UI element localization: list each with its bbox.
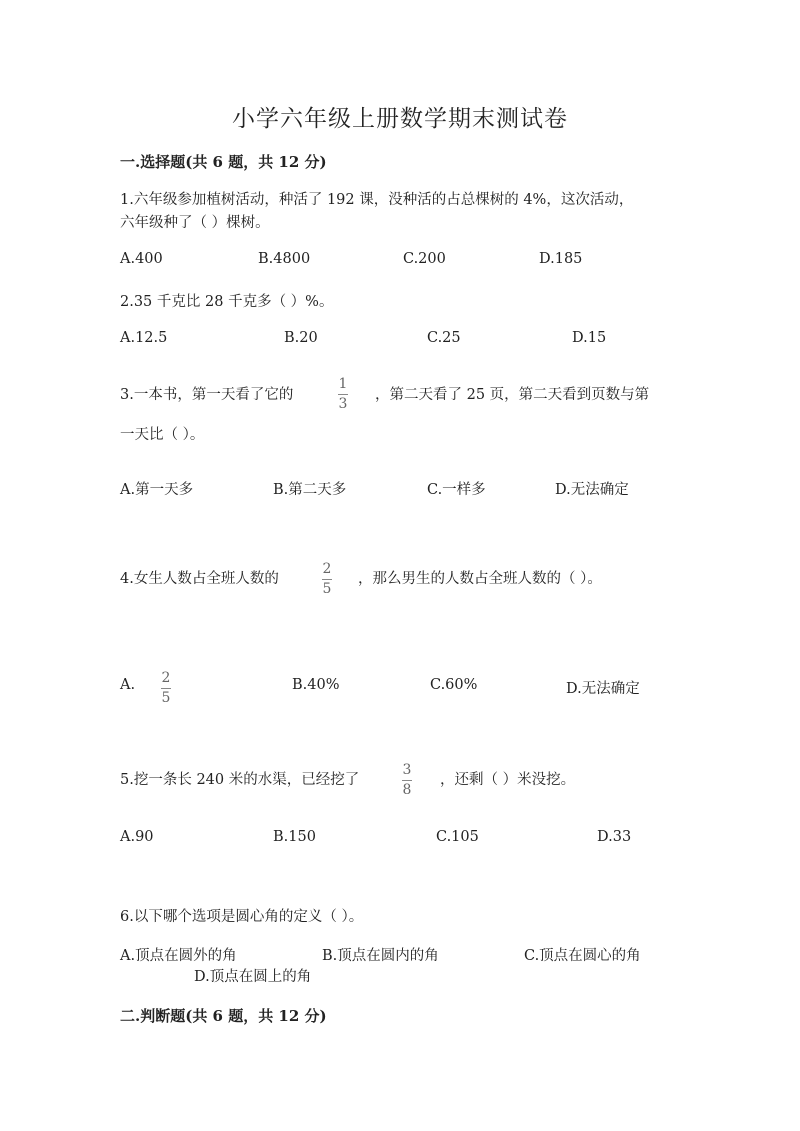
option-b[interactable]: B.第二天多 bbox=[273, 482, 347, 498]
fraction bbox=[322, 562, 332, 596]
question-text: 5.挖一条长 240 米的水渠，已经挖了 bbox=[120, 772, 360, 788]
option-c[interactable]: C.一样多 bbox=[427, 482, 486, 498]
question-text: 2.35 千克比 28 千克多（ ）%。 bbox=[120, 294, 334, 310]
option-a[interactable]: A. bbox=[120, 677, 136, 693]
question-text: 6.以下哪个选项是圆心角的定义（ ）。 bbox=[120, 909, 364, 925]
option-d[interactable]: D.无法确定 bbox=[566, 681, 640, 697]
question-text: ，那么男生的人数占全班人数的（ ）。 bbox=[358, 571, 602, 587]
page-title: 小学六年级上册数学期末测试卷 bbox=[232, 106, 568, 132]
option-a[interactable]: A.顶点在圆外的角 bbox=[120, 948, 237, 964]
option-c[interactable]: C.200 bbox=[403, 251, 446, 267]
option-b[interactable]: B.40% bbox=[292, 677, 340, 693]
option-c[interactable]: C.顶点在圆心的角 bbox=[524, 948, 641, 964]
fraction-numerator: 2 bbox=[322, 561, 332, 577]
option-a[interactable]: A.90 bbox=[120, 829, 154, 845]
option-a[interactable]: A.400 bbox=[120, 251, 163, 267]
fraction-numerator: 3 bbox=[402, 762, 412, 778]
option-d[interactable]: D.185 bbox=[539, 251, 583, 267]
section-heading-judgment: 二.判断题(共 6 题，共 12 分) bbox=[120, 1007, 327, 1025]
section-heading-choice: 一.选择题(共 6 题，共 12 分) bbox=[120, 153, 327, 171]
question-text: 3.一本书，第一天看了它的 bbox=[120, 387, 294, 403]
option-a[interactable]: A.第一天多 bbox=[120, 482, 194, 498]
option-b[interactable]: B.150 bbox=[273, 829, 316, 845]
question-text: ，还剩（ ）米没挖。 bbox=[440, 772, 576, 788]
question-text: 4.女生人数占全班人数的 bbox=[120, 571, 279, 587]
option-c[interactable]: C.60% bbox=[430, 677, 478, 693]
option-a[interactable]: A.12.5 bbox=[120, 330, 168, 346]
fraction-numerator: 1 bbox=[338, 376, 348, 392]
option-b[interactable]: B.顶点在圆内的角 bbox=[322, 948, 439, 964]
option-c[interactable]: C.25 bbox=[427, 330, 461, 346]
option-d[interactable]: D.无法确定 bbox=[555, 482, 629, 498]
fraction-bar bbox=[402, 780, 412, 781]
fraction-denominator: 5 bbox=[161, 690, 171, 706]
fraction-denominator: 8 bbox=[402, 782, 412, 798]
fraction bbox=[161, 671, 171, 705]
option-b[interactable]: B.4800 bbox=[258, 251, 311, 267]
fraction-denominator: 3 bbox=[338, 396, 348, 412]
fraction-numerator: 2 bbox=[161, 670, 171, 686]
option-d[interactable]: D.顶点在圆上的角 bbox=[194, 969, 312, 985]
question-text: ，第二天看了 25 页，第二天看到页数与第 bbox=[375, 387, 650, 403]
fraction-bar bbox=[322, 579, 332, 580]
fraction-denominator: 5 bbox=[322, 581, 332, 597]
question-text: 1.六年级参加植树活动，种活了 192 课，没种活的占总棵树的 4%，这次活动， bbox=[120, 192, 634, 208]
option-d[interactable]: D.33 bbox=[597, 829, 632, 845]
fraction-bar bbox=[161, 688, 171, 689]
option-c[interactable]: C.105 bbox=[436, 829, 479, 845]
option-d[interactable]: D.15 bbox=[572, 330, 607, 346]
fraction bbox=[338, 377, 348, 411]
question-text: 六年级种了（ ）棵树。 bbox=[120, 215, 270, 231]
fraction-bar bbox=[338, 394, 348, 395]
option-b[interactable]: B.20 bbox=[284, 330, 318, 346]
fraction bbox=[402, 763, 412, 797]
question-text: 一天比（ ）。 bbox=[120, 427, 205, 443]
